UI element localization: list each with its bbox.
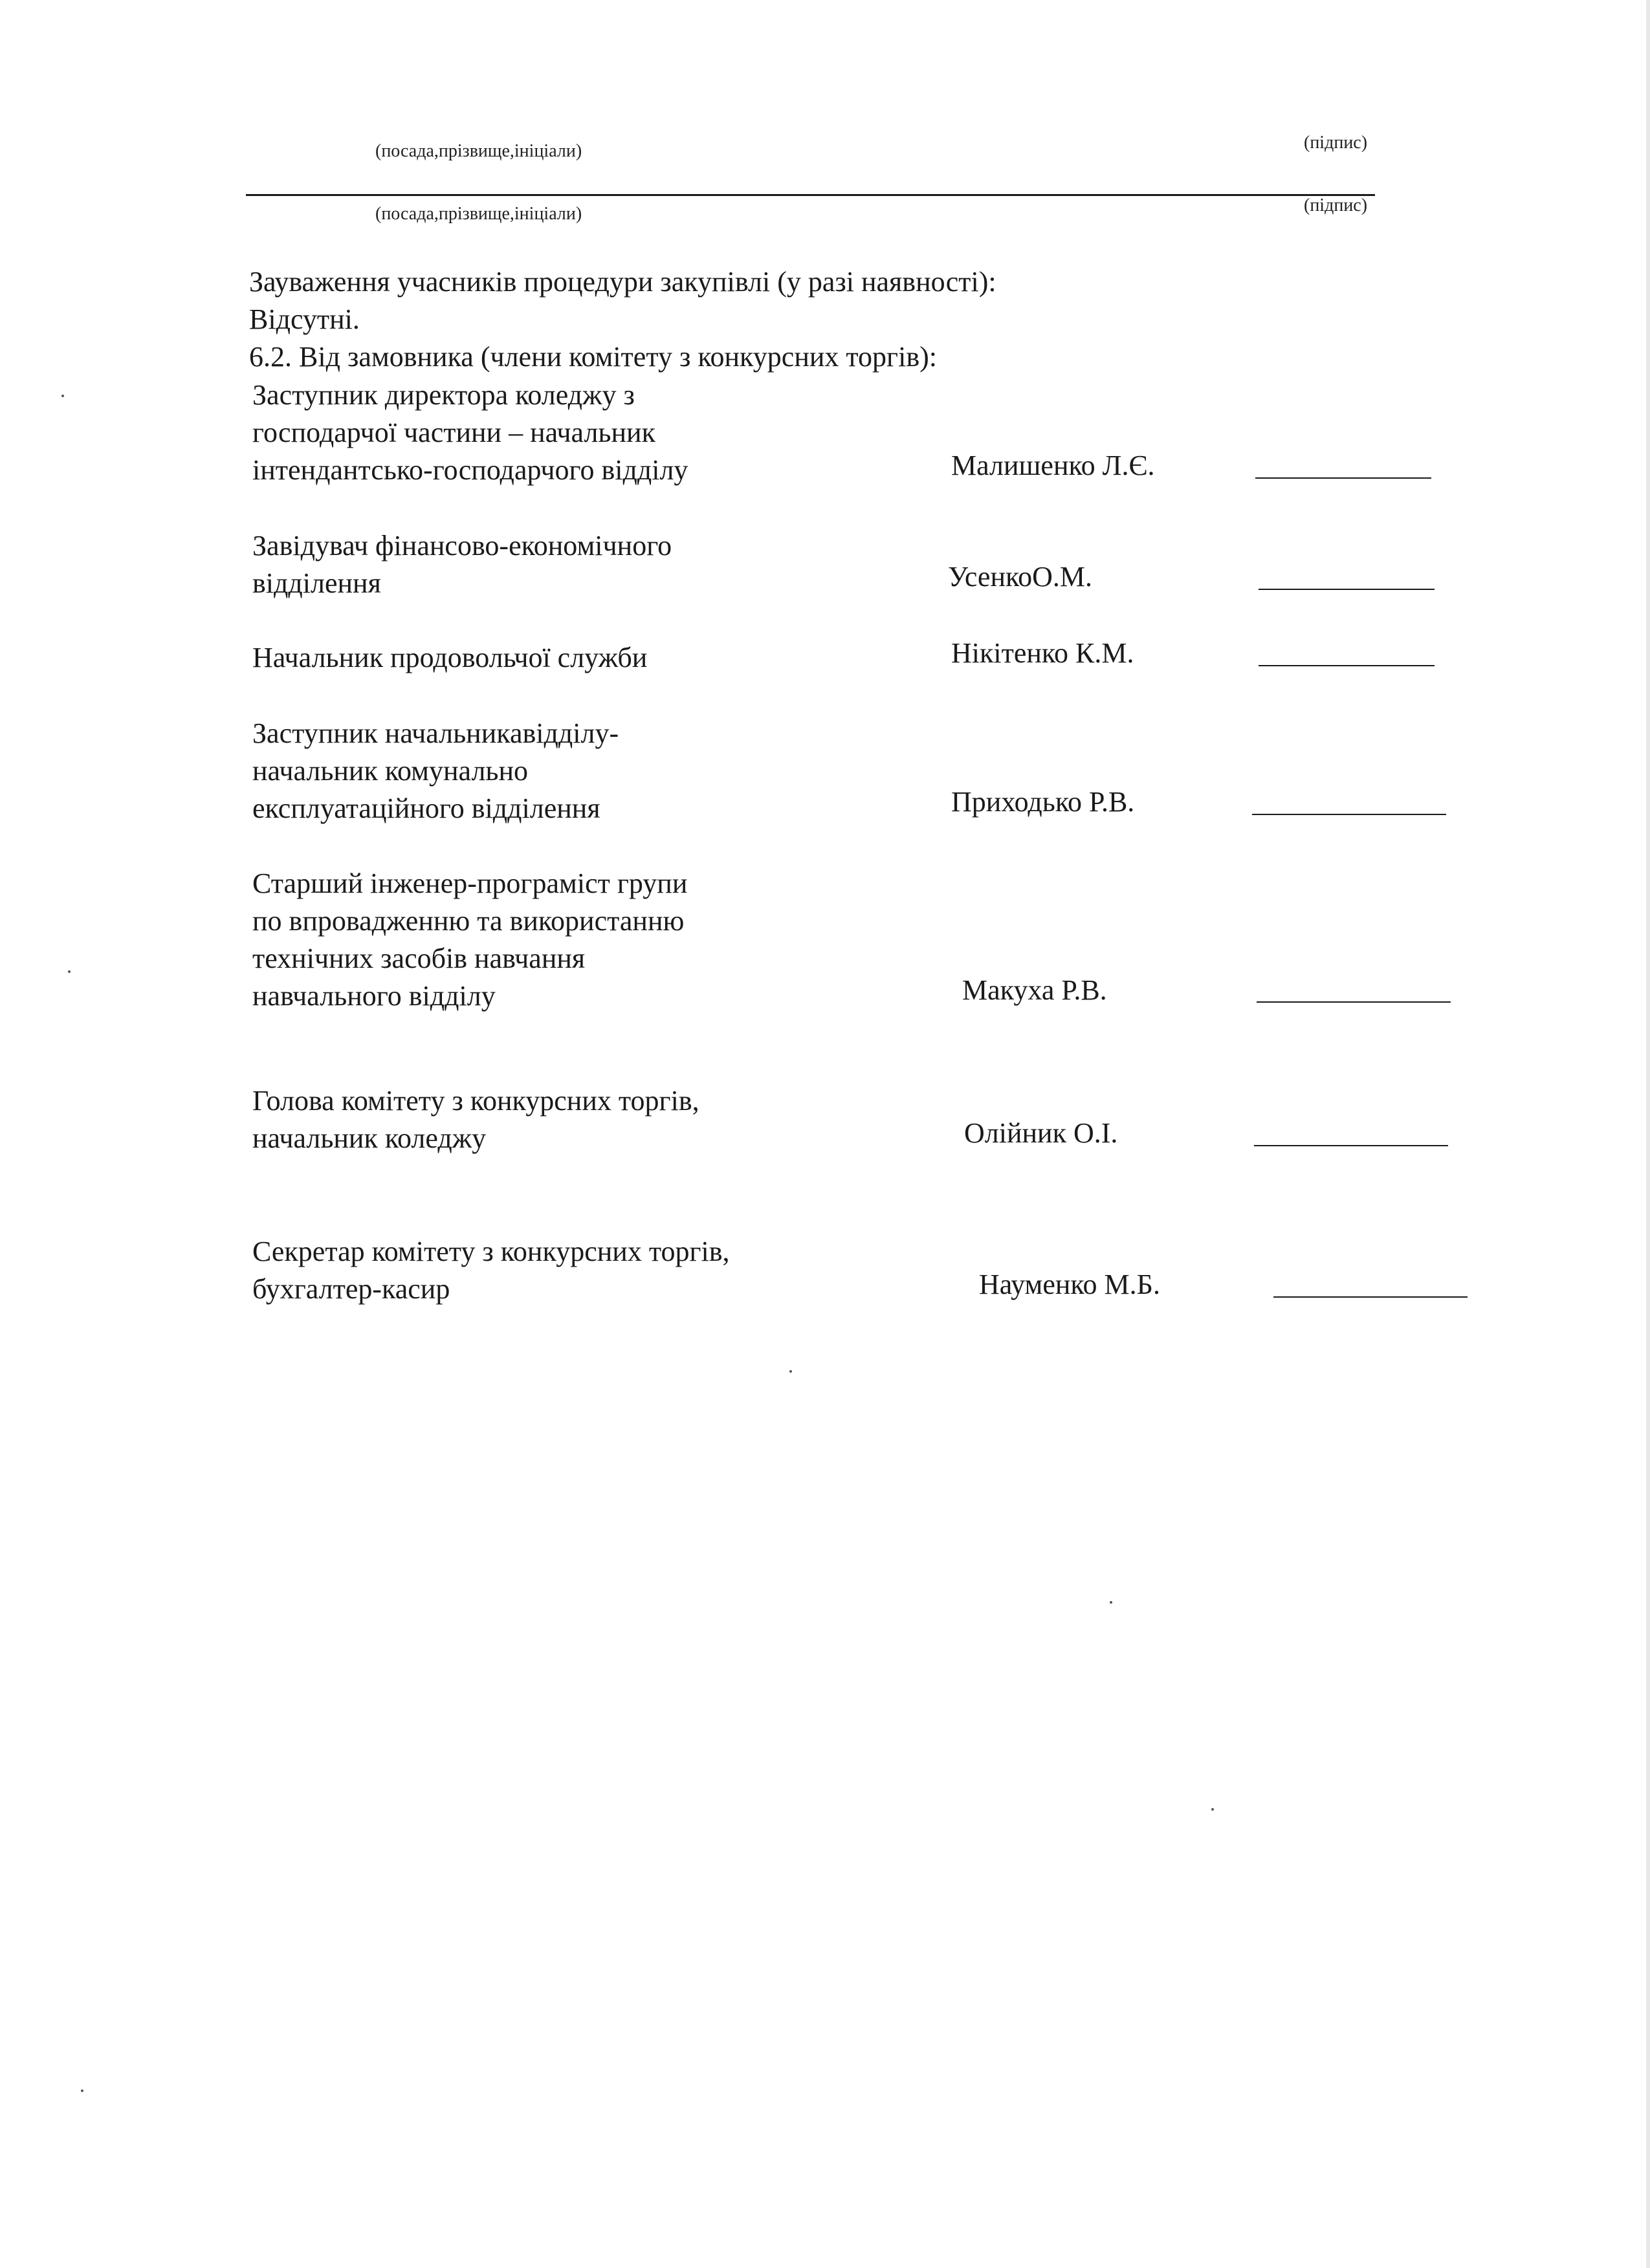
role-line: по впровадженню та використанню [252,905,685,937]
scan-speck [1211,1808,1214,1811]
remarks-title: Зауваження учасників процедури закупівлі (у разі наявності): [249,266,996,298]
remarks-value: Відсутні. [249,303,360,335]
signatory-name-2: УсенкоО.М. [948,561,1093,593]
role-line: бухгалтер-касир [252,1273,450,1305]
role-line: господарчої частини – начальник [252,417,655,448]
signatory-role-3 [252,639,647,677]
section-heading: 6.2. Від замовника (члени комітету з конкурсних торгів): [249,341,937,373]
role-line: технічних засобів навчання [252,943,586,974]
role-line: Начальник продовольчої служби [252,642,648,673]
signature-line-4 [1252,814,1446,815]
signature-line-3 [1259,665,1435,666]
role-line: Старший інженер-програміст групи [252,867,688,899]
signature-line-2 [1259,589,1435,590]
header-rule [246,194,1375,196]
scan-speck [68,970,71,973]
signatory-role-6 [252,1082,699,1157]
role-line: експлуатаційного відділення [252,792,600,824]
signatory-name-3: Нікітенко К.М. [951,637,1134,669]
scan-speck [81,2089,83,2092]
signatory-name-7: Науменко М.Б. [979,1269,1160,1300]
signatory-role-5 [252,865,687,1015]
signatory-name-4: Приходько Р.В. [951,786,1135,818]
position-caption-1: (посада,прізвище,ініціали) [375,141,582,161]
role-line: Голова комітету з конкурсних торгів, [252,1085,699,1117]
role-line: начальник комунально [252,755,529,787]
scan-speck [61,395,64,397]
signature-line-1 [1255,477,1431,479]
position-caption-2: (посада,прізвище,ініціали) [375,204,582,224]
role-line: Заступник директора коледжу з [252,379,635,411]
signatory-name-5: Макуха Р.В. [962,974,1107,1006]
signatory-role-2 [252,527,672,602]
role-line: начальник коледжу [252,1122,487,1154]
signatory-role-4 [252,715,619,827]
role-line: Завідувач фінансово-економічного [252,530,672,562]
role-line: відділення [252,567,381,599]
role-line: Секретар комітету з конкурсних торгів, [252,1236,730,1267]
signature-caption-2: (підпис) [1304,195,1368,215]
scan-speck [1110,1601,1112,1604]
signature-line-7 [1273,1296,1468,1298]
signature-line-6 [1254,1145,1448,1146]
signatory-role-7 [252,1233,730,1308]
signature-caption-1: (підпис) [1304,133,1368,153]
page-edge [1646,0,1650,2268]
scan-speck [789,1370,792,1373]
role-line: Заступник начальникавідділу- [252,717,619,749]
signatory-name-1: Малишенко Л.Є. [951,450,1155,481]
role-line: навчального відділу [252,980,496,1012]
signatory-name-6: Олійник О.І. [964,1117,1118,1149]
signature-line-5 [1257,1001,1451,1003]
role-line: інтендантсько-господарчого відділу [252,454,688,486]
signatory-role-1 [252,376,688,489]
